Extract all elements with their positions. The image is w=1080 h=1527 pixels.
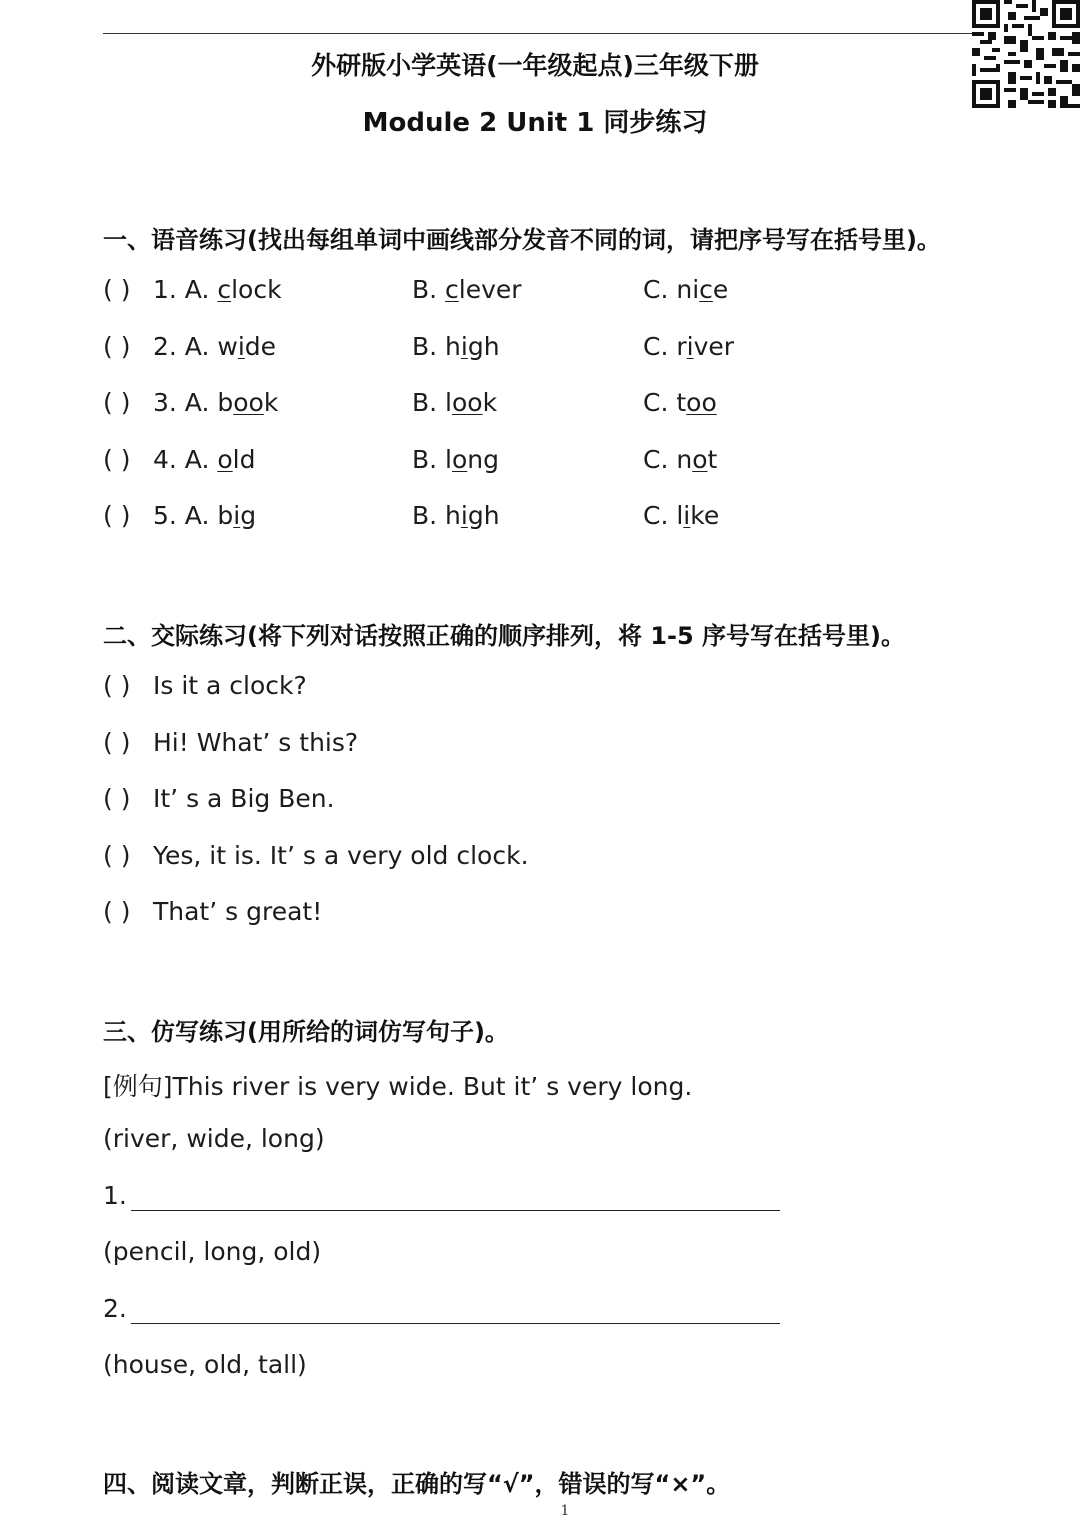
example-sentence: [例句]This river is very wide. But it’ s very long. — [103, 1072, 693, 1101]
section3-heading: 三、仿写练习(用所给的词仿写句子)。 — [103, 1018, 509, 1046]
blank-label-1: 1. — [103, 1181, 127, 1210]
answer-blank-2[interactable] — [131, 1323, 780, 1324]
header-rule — [103, 33, 973, 34]
dialogue-line: ( ) Yes, it is. It’ s a very old clock. — [103, 841, 529, 870]
word-hint: (river, wide, long) — [103, 1124, 325, 1153]
dialogue-line: ( ) Is it a clock? — [103, 671, 307, 700]
dialogue-line: ( ) Hi! What’ s this? — [103, 728, 359, 757]
page-subtitle: Module 2 Unit 1 同步练习 — [362, 108, 708, 138]
answer-blank-1[interactable] — [131, 1210, 780, 1211]
word-hint: (house, old, tall) — [103, 1350, 307, 1379]
page-title: 外研版小学英语(一年级起点)三年级下册 — [311, 51, 759, 80]
dialogue-line: ( ) That’ s great! — [103, 897, 323, 926]
section4-heading: 四、阅读文章，判断正误，正确的写“√”，错误的写“×”。 — [103, 1470, 731, 1498]
word-hint: (pencil, long, old) — [103, 1237, 322, 1266]
worksheet-page: 外研版小学英语(一年级起点)三年级下册 Module 2 Unit 1 同步练习 一、语音练习(找出每组单词中画线部分发音不同的词，请把序号写在括号里)。 ( ) 1. A. clock B. clever C. nice ( ) 2. A. wide B. high C. river ( ) 3. A. book B. look C. too ( ) 4. A. old B. long C. not ( ) 5. A. big B. high C. like 二、交际练习(将下列对话按照正确的顺序排列，将 1-5 序号写在括号里)。 ( ) Is it a clock? ( ) Hi! What’ s this? ( ) It’ s a Big Ben. ( ) Yes, it is. It’ s a very old clock. ( ) That’ s great! 三、仿写练习(用所给的词仿写句子)。 [例句]This river is very wide. But it’ s very long. (river, wide, long) 1. (pencil, long, old) 2. (house, old, tall) 四、阅读文章，判断正误，正确的写“√”，错误的写“×”。 1 — [0, 0, 1080, 1527]
blank-label-2: 2. — [103, 1294, 127, 1323]
page-number: 1 — [560, 1503, 570, 1519]
section1-heading: 一、语音练习(找出每组单词中画线部分发音不同的词，请把序号写在括号里)。 — [103, 226, 941, 254]
section2-heading: 二、交际练习(将下列对话按照正确的顺序排列，将 1-5 序号写在括号里)。 — [103, 622, 906, 650]
dialogue-line: ( ) It’ s a Big Ben. — [103, 784, 335, 813]
